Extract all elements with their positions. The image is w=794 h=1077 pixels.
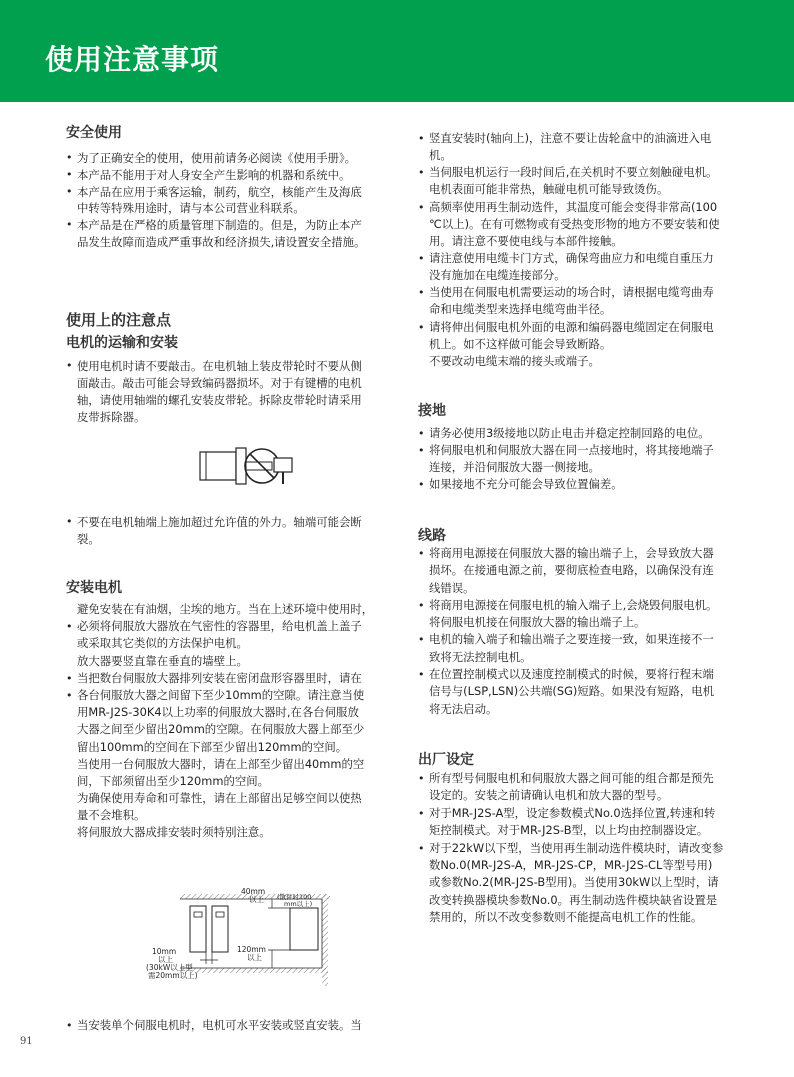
bullet-icon: •: [66, 671, 73, 685]
transport-section: [66, 358, 362, 426]
bullet-icon: •: [418, 251, 425, 265]
paragraph: [418, 353, 720, 370]
top-clearance-label: 40mm: [241, 887, 266, 896]
line-text: 将伺服放大器成排安装时须特别注意。: [77, 825, 271, 840]
line-text: 将商用电源接在伺服放大器的输出端子上，会导致放大器: [429, 546, 714, 560]
text-line: [66, 739, 373, 756]
text-line: [418, 545, 717, 562]
text-line: [66, 773, 373, 790]
text-line: [66, 704, 373, 721]
bullet-icon: •: [66, 359, 73, 372]
bullet-icon: •: [418, 806, 425, 820]
text-line: [66, 234, 365, 251]
bullet-item: [418, 545, 717, 597]
line-text: 连接，并沿伺服放大器一侧接地。: [429, 460, 600, 474]
line-text: 在位置控制模式以及速度控制模式的时候，要将行程末端: [429, 667, 714, 682]
bullet-item: [66, 217, 365, 251]
text-line: [66, 358, 362, 375]
line-text: 裂。: [77, 531, 100, 546]
bullet-item: [418, 666, 717, 718]
text-line: [418, 425, 714, 442]
line-text: 大器之间至少留出20mm的空隙。在伺服放大器上部至少: [77, 722, 365, 737]
line-text: 当把数台伺服放大器排列安装在密闭盘形容器里时，请在: [77, 670, 362, 685]
text-line: [418, 649, 717, 666]
bullet-icon: •: [66, 688, 73, 702]
line-text: 机。: [429, 148, 452, 163]
line-text: 电机的输入端子和输出端子之要连接一致，如果连接不一: [429, 632, 714, 647]
top-clearance-note-2: mm以上): [284, 900, 313, 908]
line-text: 将无法启动。: [429, 701, 498, 716]
bullet-item: [418, 442, 714, 476]
text-line: [66, 601, 373, 618]
text-line: [418, 701, 717, 718]
bullet-icon: •: [418, 547, 425, 560]
bullet-item: [418, 805, 723, 840]
single-section: [66, 1017, 362, 1034]
line-text: 请注意使用电缆卡门方式，确保弯曲应力和电缆自重压力: [429, 250, 714, 265]
text-line: [418, 614, 717, 631]
factory-section: [418, 770, 723, 927]
bullet-icon: •: [418, 598, 425, 612]
text-line: [418, 770, 723, 787]
bullet-icon: •: [66, 620, 73, 634]
text-line: [66, 409, 362, 426]
text-line: [418, 199, 720, 216]
ground-heading-section: [418, 402, 446, 420]
bullet-icon: •: [418, 772, 425, 785]
install-section: [66, 601, 373, 842]
line-text: 设定的。安装之前请确认电机和放大器的型号。: [429, 788, 669, 803]
line-text: 或采取其它类似的方法保护电机。: [77, 636, 248, 651]
bullet-icon: •: [66, 184, 73, 198]
bullet-item: [418, 250, 720, 284]
text-line: [418, 353, 720, 370]
line-text: 当伺服电机运行一段时间后,在关机时不要立刻触碰电机。: [429, 165, 718, 180]
bullet-item: [418, 164, 720, 198]
usage-heading-section: [66, 311, 171, 329]
bullet-icon: •: [66, 515, 73, 528]
bullet-icon: •: [66, 151, 73, 164]
bullet-item: [66, 670, 373, 687]
text-line: [66, 392, 362, 409]
text-line: [418, 301, 720, 318]
wiring-heading-section: [418, 527, 446, 545]
bullet-item: [66, 687, 373, 756]
line-text: 各台伺服放大器之间留下至少10mm的空隙。请注意当使: [77, 687, 365, 702]
line-text: 将商用电源接在伺服电机的输入端子上,会烧毁伺服电机。: [429, 597, 718, 612]
text-line: [66, 217, 365, 234]
line-text: 当安装单个伺服电机时，电机可水平安装或竖直安装。当: [77, 1018, 362, 1032]
bullet-item: [418, 284, 720, 318]
text-line: [66, 635, 373, 652]
text-line: [418, 164, 720, 181]
line-text: 品发生故障而造成严重事故和经济损失,请设置安全措施。: [77, 234, 366, 249]
text-line: [418, 181, 720, 198]
bullet-item: [418, 130, 720, 164]
text-line: [418, 562, 717, 579]
top-clearance-note: (散件时100: [277, 893, 312, 901]
bullet-item: [418, 319, 720, 353]
line-text: 电机表面可能非常热，触碰电机可能导致烫伤。: [429, 182, 669, 197]
text-line: [418, 874, 723, 891]
line-text: 矩控制模式。对于MR-J2S-B型，以上均由控制器设定。: [429, 823, 709, 838]
gap-clearance-label: 10mm: [152, 947, 177, 956]
motor-body: [200, 452, 236, 480]
text-line: [66, 721, 373, 738]
safety-heading-section: [66, 124, 122, 142]
line-text: 放大器要竖直靠在垂直的墙壁上。: [77, 653, 248, 668]
text-line: [418, 476, 714, 493]
line-text: 当使用一台伺服放大器时，请在上部至少留出40mm的空: [77, 756, 365, 771]
gap-clearance-label-3: (30kW以上型: [146, 963, 193, 972]
top-clearance-label-2: 以上: [249, 895, 264, 904]
line-text: 损坏。在接通电源之前，要彻底检查电路，以确保没有连: [429, 563, 714, 578]
bullet-icon: •: [418, 427, 425, 440]
line-text: 线错误。: [429, 580, 475, 595]
line-text: 本产品是在严格的质量管理下制造的。但是，为防止本产: [77, 218, 362, 233]
line-text: 机上。如不这样做可能会导致断路。: [429, 336, 612, 351]
line-text: 为了正确安全的使用，使用前请务必阅读《使用手册》。: [77, 151, 357, 165]
wiring-heading: 线路: [418, 528, 446, 544]
bullet-item: [418, 425, 714, 442]
bullet-icon: •: [418, 320, 425, 334]
text-line: [418, 319, 720, 336]
paragraph: [66, 653, 373, 670]
bullet-icon: •: [418, 478, 425, 491]
bullet-item: [418, 770, 723, 805]
factory-heading: 出厂设定: [418, 752, 474, 768]
line-text: 本产品不能用于对人身安全产生影响的机器和系统中。: [77, 167, 351, 182]
paragraph: [66, 824, 373, 841]
factory-heading-section: [418, 751, 474, 769]
text-line: [418, 267, 720, 284]
line-text: 对于22kW以下型，当使用再生制动选件模块时，请改变参: [429, 840, 724, 855]
text-line: [418, 787, 723, 804]
line-text: 如果接地不充分可能会导致位置偏差。: [429, 477, 623, 491]
line-text: 命和电缆类型来选择电缆弯曲半径。: [429, 302, 612, 317]
line-text: 或参数No.2(MR-J2S-B型用)。当使用30kW以上型时，请: [429, 875, 719, 890]
page-title: 使用注意事项: [45, 43, 220, 76]
bullet-item: [66, 1017, 362, 1034]
line-text: 竖直安装时(轴向上)，注意不要让齿轮盒中的油滴进入电: [429, 131, 712, 145]
line-text: 避免安装在有油烟，尘埃的地方。当在上述环境中使用时，: [77, 602, 374, 616]
line-text: 当使用在伺服电机需要运动的场合时，请根据电缆弯曲寿: [429, 285, 714, 300]
text-line: [418, 857, 723, 874]
bullet-item: [66, 618, 373, 652]
line-text: 量不会堆积。: [77, 808, 146, 823]
line-text: 使用电机时请不要敲击。在电机轴上装皮带轮时不要从侧: [77, 359, 362, 373]
bullet-item: [418, 476, 714, 493]
text-line: [418, 892, 723, 909]
line-text: 将伺服电机和伺服放大器在同一点接地时，将其接地端子: [429, 443, 714, 457]
ground-heading: 接地: [418, 403, 446, 419]
bullet-item: [66, 150, 365, 167]
bottom-clearance-label: 120mm: [237, 945, 266, 954]
text-line: [418, 683, 717, 700]
bullet-icon: •: [418, 633, 425, 647]
text-line: [66, 653, 373, 670]
text-line: [66, 150, 365, 167]
text-line: [418, 459, 714, 476]
line-text: 请将伸出伺服电机外面的电源和编码器电缆固定在伺服电: [429, 319, 714, 334]
bullet-item: [418, 597, 717, 632]
gap-clearance-label-4: 需20mm以上): [148, 971, 198, 980]
line-text: 中转等特殊用途时，请与本公司营业科联系。: [77, 201, 305, 216]
gap-clearance-label-2: 以上: [158, 955, 173, 964]
safety-section: [66, 150, 365, 251]
line-text: 对于MR-J2S-A型，设定参数模式No.0选择位置,转速和转: [429, 805, 716, 820]
bullet-icon: •: [66, 1019, 73, 1032]
text-line: [418, 666, 717, 683]
text-line: [66, 375, 362, 392]
text-line: [418, 442, 714, 459]
amplifier-right: [212, 906, 228, 952]
bullet-icon: •: [66, 167, 73, 181]
text-line: [66, 824, 373, 841]
install-heading: 安装电机: [66, 580, 122, 596]
cabinet-floor: [180, 968, 328, 973]
line-text: 没有施加在电缆连接部分。: [429, 268, 566, 283]
line-text: 请务必使用3级接地以防止电击并稳定控制回路的电位。: [429, 426, 710, 440]
shaft-section: [66, 514, 362, 548]
line-text: 用。请注意不要使电线与本部件接触。: [429, 233, 623, 248]
install-heading-section: [66, 579, 122, 597]
hammer-icon: [274, 458, 292, 472]
motor-no-hammer-illustration: [196, 444, 300, 488]
amplifier-left: [190, 906, 206, 952]
text-line: [418, 840, 723, 857]
text-line: [418, 233, 720, 250]
bullet-icon: •: [418, 841, 425, 855]
line-text: 致将无法控制电机。: [429, 649, 532, 664]
right-top-section: [418, 130, 720, 370]
text-line: [418, 909, 723, 926]
text-line: [66, 807, 373, 824]
text-line: [418, 130, 720, 147]
page-header: [0, 0, 794, 102]
text-line: [66, 184, 365, 201]
bullet-icon: •: [418, 286, 425, 300]
bullet-icon: •: [418, 200, 425, 214]
line-text: 为确保使用寿命和可靠性，请在上部留出足够空间以使热: [77, 791, 362, 806]
line-text: 所有型号伺服电机和伺服放大器之间可能的组合都是预先: [429, 771, 714, 785]
bullet-item: [66, 514, 362, 548]
text-line: [418, 284, 720, 301]
text-line: [418, 580, 717, 597]
line-text: 用MR-J2S-30K4以上功率的伺服放大器时,在各台伺服放: [77, 705, 359, 720]
paragraph: [66, 601, 373, 618]
text-line: [418, 336, 720, 353]
line-text: 面敲击。敲击可能会导致编码器损坏。对于有键槽的电机: [77, 375, 362, 390]
text-line: [66, 1017, 362, 1034]
bullet-item: [66, 184, 365, 218]
text-line: [418, 250, 720, 267]
bullet-item: [66, 167, 365, 184]
text-line: [66, 670, 373, 687]
paragraph: [66, 790, 373, 824]
usage-heading: 使用上的注意点: [66, 311, 172, 329]
transport-heading: 电机的运输和安装: [66, 335, 178, 351]
bullet-icon: •: [418, 132, 425, 145]
text-line: [66, 687, 373, 704]
bullet-icon: •: [418, 444, 425, 457]
wiring-section: [418, 545, 717, 718]
bullet-item: [418, 840, 723, 927]
paragraph: [66, 756, 373, 790]
line-text: 本产品在应用于乘客运输，制药，航空，核能产生及海底: [77, 184, 362, 199]
text-line: [418, 631, 717, 648]
line-text: 改变转换器模块参数No.0。再生制动选件模块缺省设置是: [429, 892, 718, 907]
bottom-clearance-label-2: 以上: [247, 953, 262, 962]
line-text: 高频率使用再生制动选件，其温度可能会变得非常高(100: [429, 199, 718, 214]
line-text: 禁用的，所以不改变参数则不能提高电机工作的性能。: [429, 910, 703, 925]
bullet-item: [418, 199, 720, 250]
ground-section: [418, 425, 714, 493]
line-text: ℃以上)。在有可燃物或有受热变形物的地方不要安装和使: [429, 216, 720, 231]
bullet-icon: •: [418, 668, 425, 682]
line-text: 不要改动电缆末端的接头或端子。: [429, 353, 600, 368]
bullet-item: [418, 631, 717, 666]
text-line: [66, 531, 362, 548]
text-line: [418, 597, 717, 614]
text-line: [66, 167, 365, 184]
safety-heading: 安全使用: [66, 125, 122, 141]
line-text: 将伺服电机接在伺服放大器的输出端子上。: [429, 615, 646, 630]
bullet-item: [66, 358, 362, 426]
transport-heading-section: [66, 334, 178, 352]
text-line: [418, 216, 720, 233]
text-line: [418, 147, 720, 164]
line-text: 必须将伺服放大器放在气密性的容器里，给电机盖上盖子: [77, 619, 362, 634]
bullet-icon: •: [418, 166, 425, 180]
text-line: [66, 790, 373, 807]
line-text: 皮带拆除器。: [77, 409, 146, 424]
page-number: 91: [20, 1036, 33, 1047]
amplifier-clearance-diagram: [140, 882, 340, 990]
line-text: 留出100mm的空间在下部至少留出120mm的空间。: [77, 739, 348, 754]
text-line: [418, 822, 723, 839]
line-text: 轴，请使用轴端的螺孔安装皮带轮。拆除皮带轮时请采用: [77, 392, 362, 407]
text-line: [66, 200, 365, 217]
line-text: 间，下部须留出至少120mm的空间。: [77, 773, 270, 788]
bullet-icon: •: [66, 218, 73, 232]
text-line: [66, 618, 373, 635]
amplifier-single: [290, 908, 318, 950]
text-line: [418, 805, 723, 822]
line-text: 数No.0(MR-J2S-A，MR-J2S-CP，MR-J2S-CL等型号用): [429, 857, 713, 872]
text-line: [66, 514, 362, 531]
line-text: 不要在电机轴端上施加超过允许值的外力。轴端可能会断: [77, 515, 362, 529]
text-line: [66, 756, 373, 773]
line-text: 信号与(LSP,LSN)公共端(SG)短路。如果没有短路，电机: [429, 684, 715, 699]
